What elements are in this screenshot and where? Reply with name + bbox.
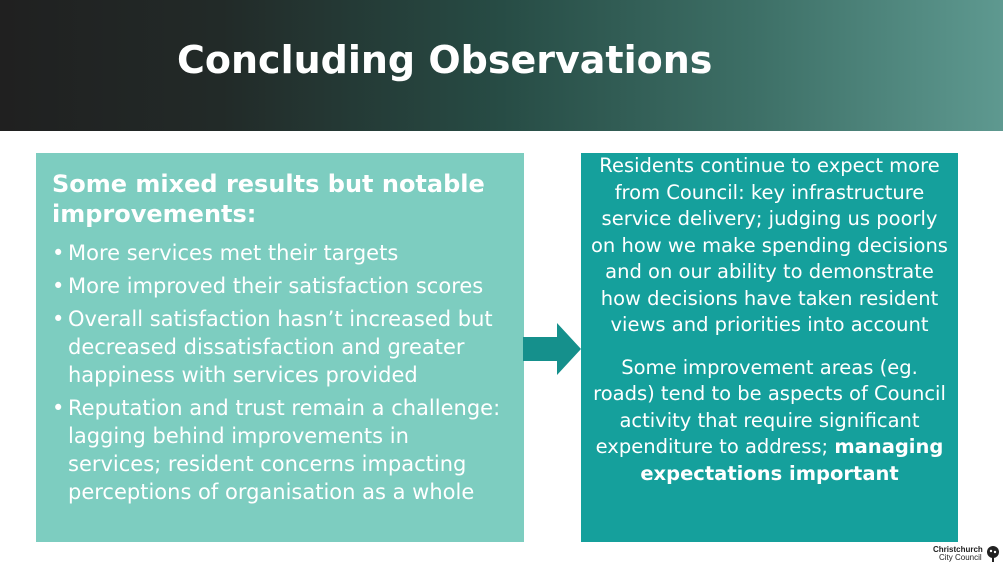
left-panel-heading: Some mixed results but notable improvements: [52,170,485,228]
bullet-dot-icon: • [52,241,65,265]
right-arrow-icon [523,323,581,375]
bullet-text: More services met their targets [68,241,399,265]
left-panel [36,153,524,542]
bullet-text: Overall satisfaction hasn’t increased but decreased dissatisfaction and greater happiness with services provided [68,307,493,387]
bullet-text: More improved their satisfaction scores [68,274,484,298]
slide-title: Concluding Observations [177,38,713,82]
bullet-dot-icon: • [52,396,65,420]
logo-line-2: City Council [939,553,982,562]
bullet-list [52,239,508,506]
right-panel-paragraph-2 [589,355,950,488]
bullet-item [52,272,508,300]
tree-icon [986,546,1000,562]
bullet-item [52,394,508,506]
right-panel-paragraph-2-text: Some improvement areas (eg. roads) tend to be aspects of Council activity that require significant expenditure to address; [593,355,946,458]
bullet-item [52,305,508,389]
right-panel [581,153,958,542]
right-panel-paragraph-1: Residents continue to expect more from Council: key infrastructure service delivery; judging us poorly on how we make spending decisions and on our ability to demonstrate how decisions have taken resident views and priorities into account [591,154,948,336]
bullet-dot-icon: • [52,274,65,298]
logo-line-1: Christchurch [933,545,983,554]
council-logo [933,545,1001,563]
bullet-dot-icon: • [52,307,65,331]
bullet-text: Reputation and trust remain a challenge: lagging behind improvements in services; resident concerns impacting perceptions of organisation as a whole [68,396,501,504]
bullet-item [52,239,508,267]
right-panel-emphasis: managing expectations important [640,435,944,485]
